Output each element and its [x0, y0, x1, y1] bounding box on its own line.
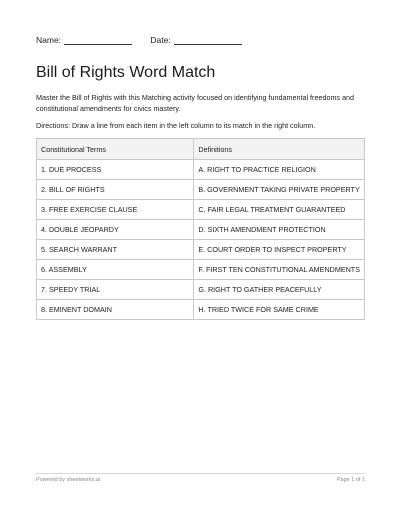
table-row — [37, 240, 365, 260]
term-cell: 8. EMINENT DOMAIN — [37, 300, 194, 320]
name-label: Name: — [36, 35, 62, 45]
matching-table — [36, 138, 365, 320]
term-cell: 7. SPEEDY TRIAL — [37, 280, 194, 300]
table-row — [37, 260, 365, 280]
footer-divider — [36, 473, 365, 474]
table-row — [37, 220, 365, 240]
directions-text: Directions: Draw a line from each item in the left column to its match in the right column. — [36, 121, 316, 130]
term-cell: 3. FREE EXERCISE CLAUSE — [37, 200, 194, 220]
term-cell: 6. ASSEMBLY — [37, 260, 194, 280]
date-blank — [174, 35, 242, 45]
intro-paragraph: Master the Bill of Rights with this Matching activity focused on identifying fundamental freedoms and constitutional amendments for civics mastery. — [36, 93, 355, 113]
column-header-definitions: Definitions — [194, 139, 365, 160]
table-row — [37, 300, 365, 320]
definition-cell: A. RIGHT TO PRACTICE RELIGION — [194, 160, 365, 180]
footer-credit: Powered by sheetworks.ai — [36, 477, 101, 483]
table-row — [37, 280, 365, 300]
page-number: Page 1 of 1 — [336, 477, 365, 483]
definition-cell: B. GOVERNMENT TAKING PRIVATE PROPERTY — [194, 180, 365, 200]
date-label: Date: — [150, 35, 171, 45]
definition-cell: D. SIXTH AMENDMENT PROTECTION — [194, 220, 365, 240]
definition-cell: H. TRIED TWICE FOR SAME CRIME — [194, 300, 365, 320]
table-row — [37, 160, 365, 180]
term-cell: 4. DOUBLE JEOPARDY — [37, 220, 194, 240]
table-header-row — [37, 139, 365, 160]
worksheet-title: Bill of Rights Word Match — [36, 64, 216, 81]
term-cell: 5. SEARCH WARRANT — [37, 240, 194, 260]
definition-cell: F. FIRST TEN CONSTITUTIONAL AMENDMENTS — [194, 260, 365, 280]
definition-cell: G. RIGHT TO GATHER PEACEFULLY — [194, 280, 365, 300]
table-row — [37, 200, 365, 220]
name-date-line — [36, 35, 242, 45]
column-header-terms: Constitutional Terms — [37, 139, 194, 160]
table-row — [37, 180, 365, 200]
definition-cell: C. FAIR LEGAL TREATMENT GUARANTEED — [194, 200, 365, 220]
term-cell: 1. DUE PROCESS — [37, 160, 194, 180]
term-cell: 2. BILL OF RIGHTS — [37, 180, 194, 200]
definition-cell: E. COURT ORDER TO INSPECT PROPERTY — [194, 240, 365, 260]
name-blank — [64, 35, 132, 45]
